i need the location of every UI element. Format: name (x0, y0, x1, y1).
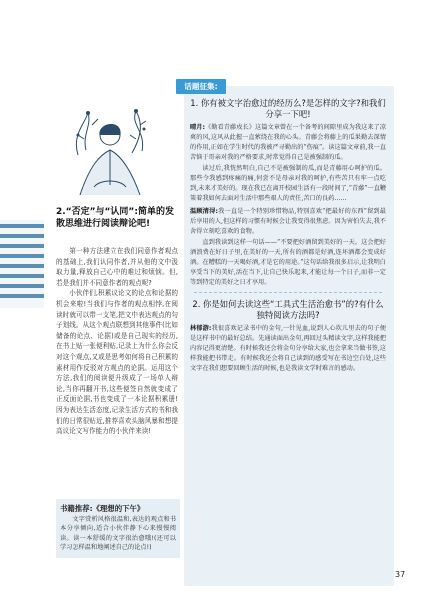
answer-qingyue (190, 123, 386, 204)
book-recommendation-box (56, 499, 180, 558)
section-divider (194, 292, 382, 293)
section-number: 2. (56, 207, 66, 217)
answer-author: 晴月: (190, 124, 205, 131)
answer-paragraph: 我一直是一个特别珍惜物品,特别喜欢“把最好的东西”留到最后享用的人,但这样的习惯有时候会让我变得很焦虑。因为害怕失去,我不舍得立刻吃喜欢的食物。 (190, 208, 386, 235)
answer-paragraph: 我很喜欢记录书中的金句,一针见血,说到人心坎儿里去的句子便是这样书中的最好总结。先通读面出金句,再回过头精读文字,这样我能把内容记得更清楚。有时候我还会将金句分享给大家,也会拿来当做书签,这样我能把书带走。有时候我还会将自己读到的感受写在书边空白处,这些文字在我们想要回顾生活的时候,也是我读文学时难言的感动。 (190, 325, 386, 372)
answer-linyu (190, 324, 386, 374)
section-heading (56, 206, 178, 230)
answer-author: 温顾清浔: (190, 208, 218, 215)
question-1-title: 1. 你有被文字治愈过的经历么?是怎样的文字?和我们分享一下吧! (190, 98, 386, 119)
answer-paragraph: 读过后,我恍然明白,自己不是被强制的瓜,而是青藤用心呵护的瓜。那些令我感到疼痛的痛,何尝不是母亲对我的呵护,有些苦只有牢一点吃到,未来才美好的。现在我已在离开校园生活有一段时间了,“青藤”一直鞭策着我如何去面对生活中那些艰人的责任,苦口的良药…… (190, 165, 386, 202)
topic-tab-label: 话题征集: (176, 79, 226, 94)
stripe-pattern-icon (0, 220, 44, 308)
topic-panel-content (190, 98, 386, 375)
page-number: 37 (395, 570, 406, 579)
book-recommendation-body: 文字赏析风格很温和,表达的观点和书本分享倾向,适合小伙伴静下心来慢慢阅读。读一本舒缓的文字很治愈哦!(还可以学习怎样温和地阐述自己的论点!) (60, 516, 176, 552)
chapter-illustration (0, 108, 170, 198)
answer-wengu (190, 207, 386, 288)
answer-paragraph: 直到我读到这样一句话——“不要把好酒留到美好的一天。这会把好酒浪费在好日子里,在美好的一天,所有的酒都是好酒,连坏酒都会变成好酒。在糟糕的一天喝好酒,才是它的用途。”这句话给我很多启示,让我明白享受当下的美好,活在当下,让自己快乐起来,才能让每一个日子,而非一定等到特定的美好之日才享用。 (190, 239, 386, 286)
body-paragraph: 第一种方法建立在我们同意作者观点的基础上,我们认同作者,并从他的文中汲取力量,释放自己心中的难过和烦恼。但,若是我们并不同意作者的观点呢? (56, 247, 178, 287)
left-body-text (56, 246, 178, 437)
section-title: “否定”与“认同”:简单的发散思维进行阅读辩论吧! (56, 207, 174, 229)
book-recommendation-title: 书籍推荐:《理想的下午》 (60, 504, 145, 513)
answer-paragraph: 《勤看青藤戍长》这篇文章曾在一个备考的间隙里成为我这来了凉爽的风,这风从此握一直萦绕在我的心头。青藤会将藤上的瓜果勤去深情的作用,正如在学生时代的我被严寻勤出的“伤痕”。读这篇文章前,我一直苦恼于哥亲对我的严格要求,时常觉得自己是被强制的瓜。 (190, 124, 386, 161)
person-with-plants-icon (70, 95, 150, 201)
answer-author: 林郁游: (190, 325, 212, 332)
question-2-title: 2. 你是如何去读这些“工具式生活治愈书”的?有什么独特阅读方法吗? (192, 299, 384, 320)
body-paragraph: 小伙伴们,积累议论文的论点和论据的机会来啦!当我们与作者的观点相悖,在阅读时就可以带一支笔,把文中表达观点的句子划线。从这个观点联想到其他事件(比如储备的论点、论据)或是自己现实的经历,在书上贴一张便利贴,记录上为什么你会反对这个观点,又或是思考如何将自己积累的素材用作反驳对方观点的论据。运用这个方法,我们的阅读便升级成了一场单人辩论,当你再翻开书,这些便签自然就变成了正反面论据,书也变成了一本论据积累册!因为表达生活态度,记录生活方式的书和我们的日常很贴近,推荐喜欢头脑风暴和想提高议论文写作能力的小伙伴来读! (56, 289, 178, 436)
